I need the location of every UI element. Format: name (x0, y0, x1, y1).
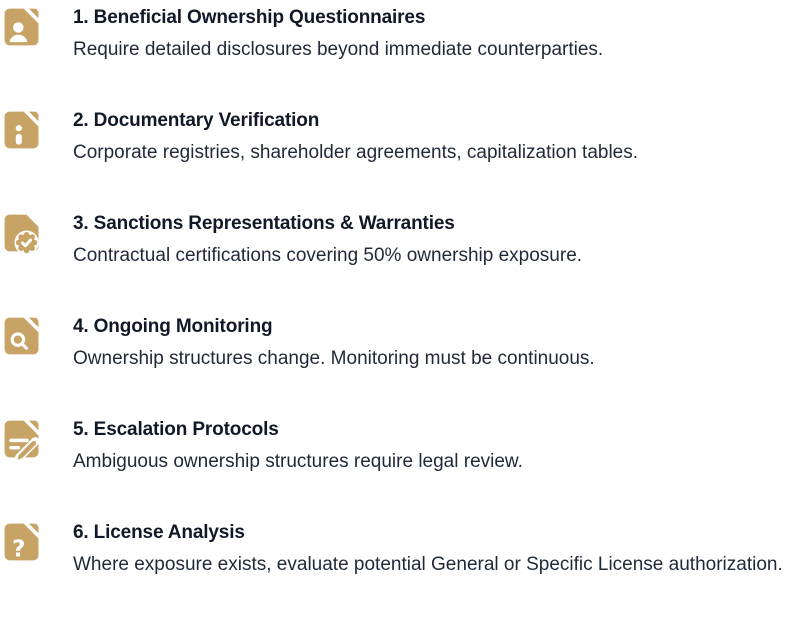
item-description: Ambiguous ownership structures require legal review. (73, 451, 523, 472)
item-title: 6. License Analysis (73, 522, 245, 543)
item-description: Where exposure exists, evaluate potential General or Specific License authorization. (73, 554, 783, 575)
file-question-icon (0, 520, 44, 564)
list-item (0, 417, 796, 476)
item-title: 2. Documentary Verification (73, 110, 320, 131)
item-description: Contractual certifications covering 50% ownership exposure. (73, 245, 583, 266)
item-texts (73, 313, 796, 373)
file-pen-icon (0, 417, 44, 461)
item-description: Ownership structures change. Monitoring must be continuous. (73, 348, 595, 369)
item-description: Corporate registries, shareholder agreements, capitalization tables. (73, 142, 639, 163)
item-texts (73, 519, 796, 579)
item-texts (73, 107, 796, 167)
list-item (0, 5, 796, 64)
item-title: 4. Ongoing Monitoring (73, 316, 273, 337)
list-item (0, 520, 796, 579)
svg-text:?: ? (12, 536, 26, 563)
file-info-icon (0, 108, 44, 152)
file-badge-check-icon (0, 211, 44, 255)
item-texts (73, 416, 796, 476)
item-title: 1. Beneficial Ownership Questionnaires (73, 7, 426, 28)
item-title: 3. Sanctions Representations & Warranties (73, 213, 455, 234)
file-user-icon (0, 5, 44, 49)
item-texts (73, 4, 796, 64)
item-title: 5. Escalation Protocols (73, 419, 279, 440)
item-description: Require detailed disclosures beyond immediate counterparties. (73, 39, 604, 60)
list-item (0, 314, 796, 373)
file-search-icon (0, 314, 44, 358)
item-texts (73, 210, 796, 270)
list-item (0, 211, 796, 270)
list-item (0, 108, 796, 167)
